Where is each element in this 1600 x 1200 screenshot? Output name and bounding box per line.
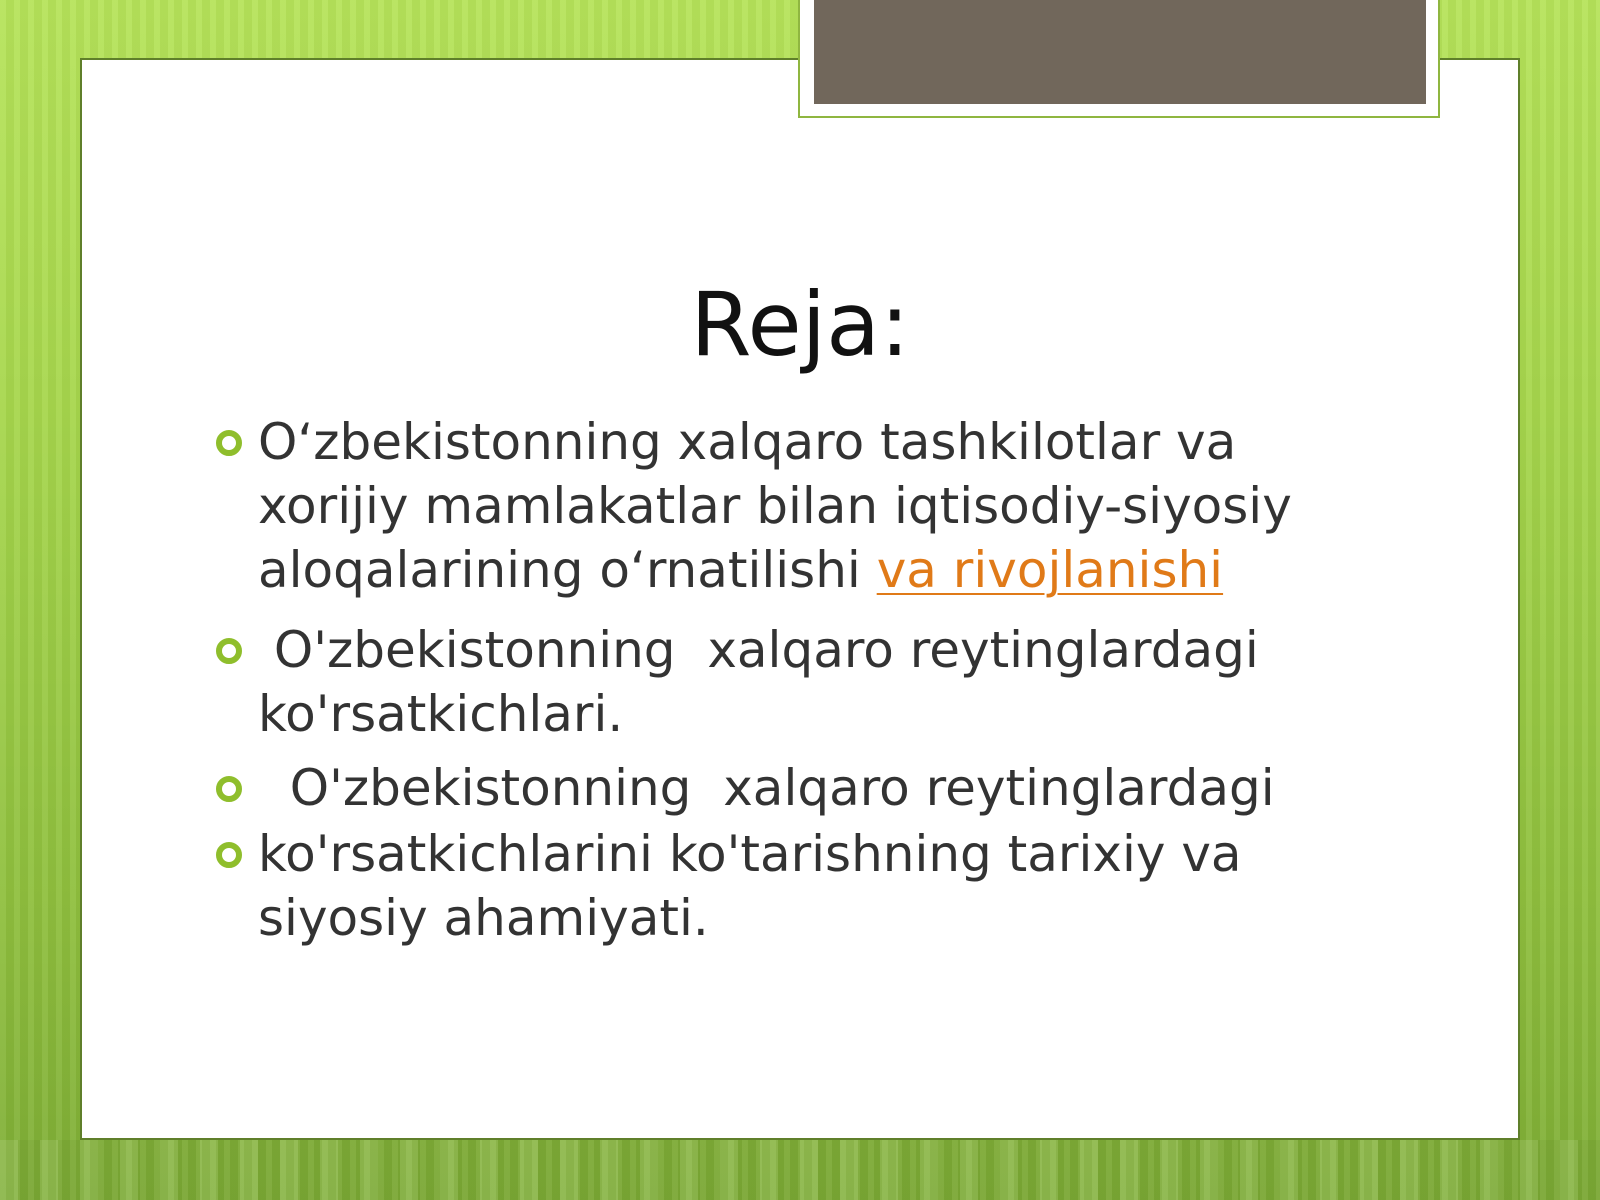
bullet-item-2 [210, 618, 1370, 746]
bullet-item-1 [210, 410, 1370, 602]
header-tab [798, 0, 1440, 118]
bullet-circle-icon [216, 776, 242, 802]
bullet-text: ko'rsatkichlarini ko'tarishning tarixiy va siyosiy ahamiyati. [258, 825, 1242, 947]
background-stripes [0, 1140, 1600, 1200]
bullet-circle-icon [216, 842, 242, 868]
bullet-circle-icon [216, 638, 242, 664]
bullet-list [210, 410, 1370, 950]
slide-title: Reja: [690, 273, 910, 376]
bullet-item-4 [210, 822, 1370, 950]
bullet-text: O'zbekistonning xalqaro reytinglardagi ko'rsatkichlari. [258, 621, 1275, 743]
header-color-block [814, 0, 1426, 104]
bullet-text: O‘zbekistonning xalqaro tashkilotlar va xorijiy mamlakatlar bilan iqtisodiy-siyosiy aloqalarining o‘rnatilishi [258, 413, 1292, 599]
bullet-text: O'zbekistonning xalqaro reytinglardagi [258, 759, 1275, 817]
rivojlanishi-link[interactable]: va rivojlanishi [876, 541, 1224, 599]
bullet-circle-icon [216, 430, 242, 456]
bullet-item-3 [210, 756, 1370, 820]
